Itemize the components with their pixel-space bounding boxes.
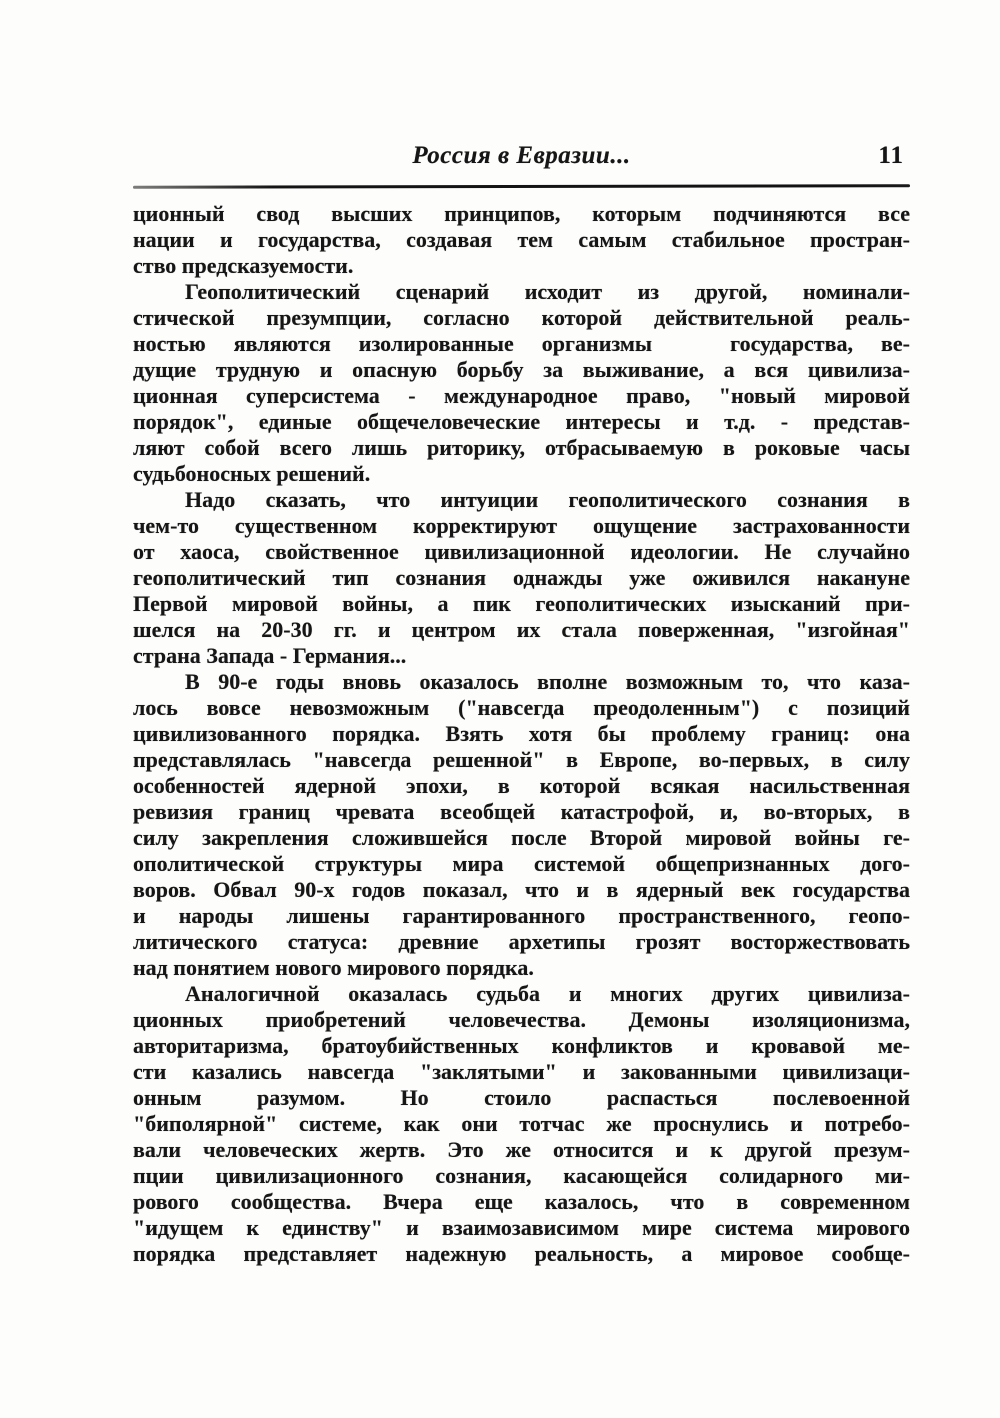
page-body <box>133 201 910 1267</box>
text-line: литического статуса: древние архетипы грозят восторжествовать <box>133 929 910 954</box>
text-line: силу закрепления сложившейся после Второй мировой войны ге- <box>133 825 910 850</box>
text-line: порядок", единые общечеловеческие интересы и т.д. - представ- <box>133 409 910 434</box>
text-line: ционный свод высших принципов, которым подчиняются все <box>133 201 910 226</box>
text-line: пции цивилизационного сознания, касающейся солидарного ми- <box>133 1163 910 1188</box>
text-line: лось вовсе невозможным ("навсегда преодоленным") с позиций <box>133 695 910 720</box>
text-line: "биполярной" системе, как они тотчас же проснулись и потребо- <box>133 1111 910 1136</box>
text-line: над понятием нового мирового порядка. <box>133 955 534 980</box>
text-line: Геополитический сценарий исходит из другой, номинали- <box>185 279 910 304</box>
text-line: воров. Обвал 90-х годов показал, что и в ядерный век государства <box>133 877 910 902</box>
text-line: судьбоносных решений. <box>133 461 371 486</box>
paragraph <box>133 201 910 279</box>
text-line: ство предсказуемости. <box>133 253 354 278</box>
text-line: страна Запада - Германия... <box>133 643 407 668</box>
text-line: Аналогичной оказалась судьба и многих других цивилиза- <box>185 981 910 1006</box>
paragraph <box>133 669 910 981</box>
running-header <box>133 142 910 178</box>
text-line: ревизия границ чревата всеобщей катастрофой, и, во-вторых, в <box>133 799 910 824</box>
page-number: 11 <box>878 142 904 169</box>
text-line: шелся на 20-30 гг. и центром их стала поверженная, "изгойная" <box>133 617 910 642</box>
text-line: представлялась "навсегда решенной" в Европе, во-первых, в силу <box>133 747 910 772</box>
text-line: рового сообщества. Вчера еще казалось, что в современном <box>133 1189 910 1214</box>
text-line: дущие трудную и опасную борьбу за выживание, а вся цивилиза- <box>133 357 910 382</box>
text-line: сти казались навсегда "заклятыми" и закованными цивилизаци- <box>133 1059 910 1084</box>
text-column <box>133 142 910 1267</box>
text-line: В 90-е годы вновь оказалось вполне возможным то, что каза- <box>185 669 910 694</box>
text-line: ностью являются изолированные организмы государства, ве- <box>133 331 910 356</box>
paragraph <box>133 981 910 1267</box>
text-line: авторитаризма, братоубийственных конфликтов и кровавой ме- <box>133 1033 910 1058</box>
text-line: онным разумом. Но стоило распасться послевоенной <box>133 1085 910 1110</box>
text-line: ополитической структуры мира системой общепризнанных дого- <box>133 851 910 876</box>
text-line: ционных приобретений человечества. Демоны изоляционизма, <box>133 1007 910 1032</box>
text-line: "идущем к единству" и взаимозависимом мире система мирового <box>133 1215 910 1240</box>
text-line: ляют собой всего лишь риторику, отбрасываемую в роковые часы <box>133 435 910 460</box>
text-line: вали человеческих жертв. Это же относится и к другой презум- <box>133 1137 910 1162</box>
text-line: от хаоса, свойственное цивилизационной идеологии. Не случайно <box>133 539 910 564</box>
text-line: Первой мировой войны, а пик геополитических изысканий при- <box>133 591 910 616</box>
text-line: цивилизованного порядка. Взять хотя бы проблему границ: она <box>133 721 910 746</box>
text-line: и народы лишены гарантированного пространственного, геопо- <box>133 903 910 928</box>
text-line: Надо сказать, что интуиции геополитического сознания в <box>185 487 910 512</box>
header-rule <box>133 184 910 189</box>
paragraph <box>133 279 910 487</box>
text-line: чем-то существенном корректируют ощущение застрахованности <box>133 513 910 538</box>
page-title: Россия в Евразии... <box>412 142 631 169</box>
text-line: особенностей ядерной эпохи, в которой всякая насильственная <box>133 773 910 798</box>
text-line: стической презумпции, согласно которой действительной реаль- <box>133 305 910 330</box>
paragraph <box>133 487 910 669</box>
text-line: геополитический тип сознания однажды уже оживился накануне <box>133 565 910 590</box>
text-line: порядка представляет надежную реальность, а мировое сообще- <box>133 1241 910 1266</box>
text-line: нации и государства, создавая тем самым стабильное простран- <box>133 227 910 252</box>
text-line: ционная суперсистема - международное право, "новый мировой <box>133 383 910 408</box>
